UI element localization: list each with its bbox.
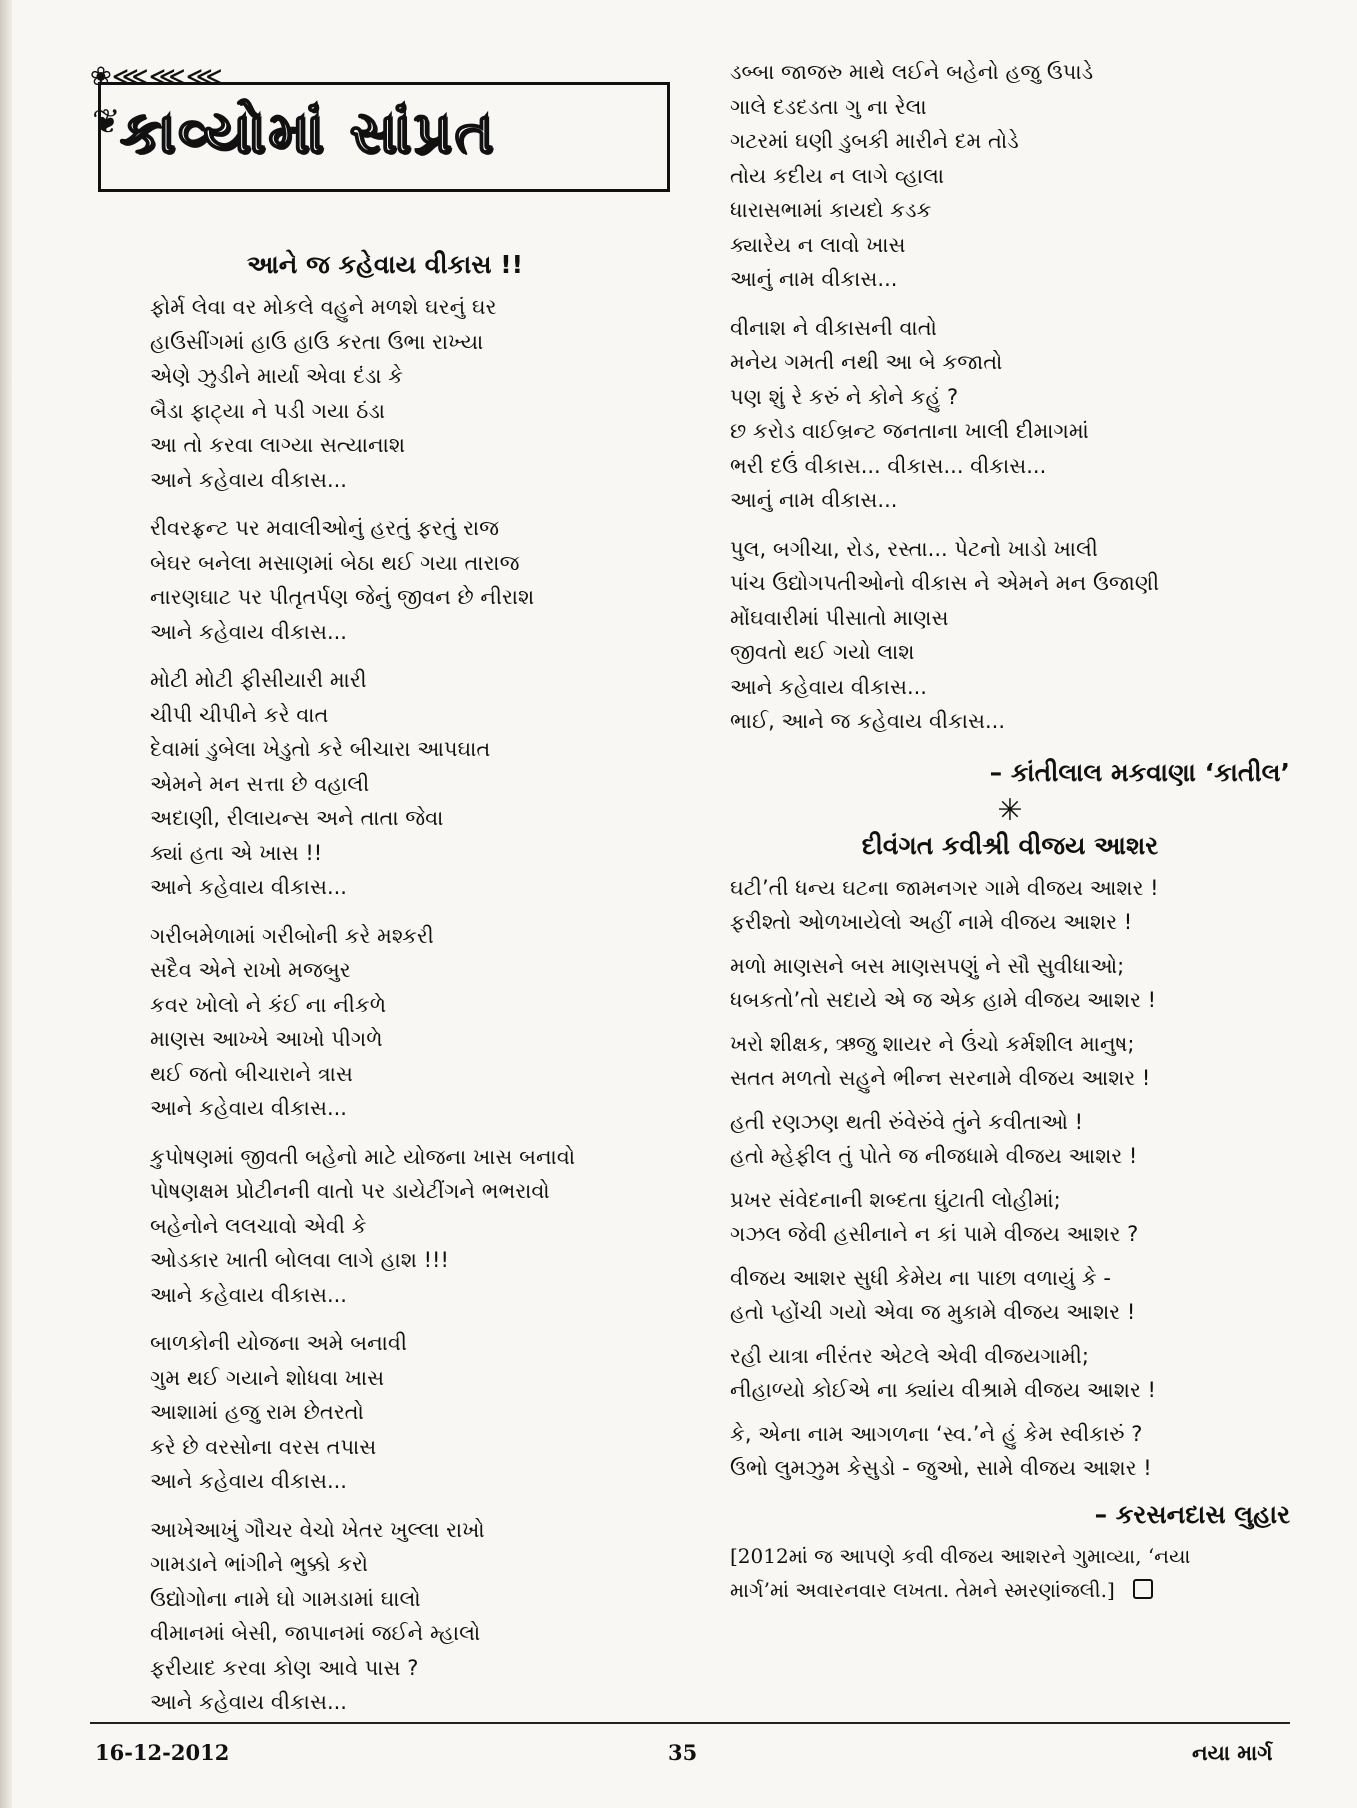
magazine-name: નયા માર્ગ (1192, 1740, 1273, 1765)
poet-name: – કાંતીલાલ મકવાણા ‘કાતીલ’ (989, 757, 1290, 787)
poem-line: મોટી મોટી ફીસીયારી મારી (150, 668, 367, 692)
poem-line: ગરીબમેળામાં ગરીબોની કરે મશ્કરી (150, 923, 434, 948)
poem-line: તોય કદીય ન લાગે વ્હાલા (730, 163, 944, 188)
poem-line: બાળકોની યોજના અમે બનાવી (150, 1331, 407, 1355)
couplet (730, 1339, 1290, 1407)
poem-line: ગાલે દડદડતા ગુ ના રેલા (730, 94, 927, 119)
poem-line: આનું નામ વીકાસ... (730, 488, 898, 512)
poem-line: ભાઈ, આને જ કહેવાય વીકાસ... (730, 709, 1006, 733)
poem-line: ફોર્મ લેવા વર મોકલે વહુને મળશે ઘરનું ઘર (150, 295, 497, 319)
poem-line: બૈડા ફાટ્યા ને પડી ગયા ઠંડા (150, 398, 385, 423)
poem-line: પોષણક્ષમ પ્રોટીનની વાતો પર ડાયેટીંગને ભભરાવો (150, 1179, 550, 1203)
couplet (730, 1417, 1290, 1485)
right-column (730, 55, 1290, 1607)
stanza (150, 511, 620, 649)
poem-line: મોંઘવારીમાં પીસાતો માણસ (730, 605, 949, 630)
poem-line: છ કરોડ વાઈબ્રન્ટ જનતાના ખાલી દીમાગમાં (730, 419, 1089, 443)
poem-line: કુપોષણમાં જીવતી બહેનો માટે યોજના ખાસ બનાવો (150, 1144, 576, 1169)
stanza (150, 1513, 620, 1720)
poem-line: ઘટી’તી ધન્ય ઘટના જામનગર ગામે વીજય આશર ! (730, 875, 1159, 900)
couplet (730, 1261, 1290, 1329)
note-line (730, 1573, 1290, 1607)
poem-line: વીમાનમાં બેસી, જાપાનમાં જઈને મ્હાલો (150, 1621, 481, 1645)
vine-icon: ❦ (92, 102, 121, 142)
poem-line: રહી યાત્રા નીરંતર એટલે એવી વીજયગામી; (730, 1343, 1089, 1368)
section-masthead (90, 62, 672, 202)
poem-line: બેઘર બનેલા મસાણમાં બેઠા થઈ ગયા તારાજ (150, 550, 520, 575)
poem-line: ઉભો લુમઝુમ કેસુડો - જુઓ, સામે વીજય આશર ! (730, 1455, 1152, 1480)
poem-line: મનેય ગમતી નથી આ બે કજાતો (730, 350, 1003, 374)
poem-line: આનું નામ વીકાસ... (730, 267, 898, 291)
couplet (730, 1183, 1290, 1251)
note-line: [2012માં જ આપણે કવી વીજય આશરને ગુમાવ્યા, ‘નયા (730, 1543, 1191, 1568)
poem-line: આને કહેવાય વીકાસ... (730, 674, 927, 699)
poem-line: ધબકતો’તો સદાયે એ જ એક હામે વીજય આશર ! (730, 987, 1157, 1012)
poem-line: ફરીયાદ કરવા કોણ આવે પાસ ? (150, 1655, 419, 1680)
stanza (730, 311, 1290, 518)
poem-line: ક્યારેય ન લાવો ખાસ (730, 232, 906, 257)
poem-line: ડબ્બા જાજરુ માથે લઈને બહેનો હજુ ઉપાડે (730, 60, 1094, 84)
stanza (730, 532, 1290, 739)
stanza (730, 55, 1290, 297)
flourish-icon: ❀⋘⋘⋘ (90, 62, 223, 92)
poem-line: હાઉસીંગમાં હાઉ હાઉ કરતા ઉભા રાખ્યા (150, 329, 484, 354)
left-column (150, 250, 620, 1734)
poem-line: આખેઆખું ગૌચર વેચો ખેતર ખુલ્લા રાખો (150, 1517, 485, 1542)
stanza (150, 919, 620, 1126)
poem-title: દીવંગત કવીશ્રી વીજય આશર (861, 830, 1159, 860)
poem-line: કરે છે વરસોના વરસ તપાસ (150, 1434, 377, 1459)
poem-line: વીનાશ ને વીકાસની વાતો (730, 315, 937, 340)
poem-line: ગામડાને ભાંગીને ભુક્કો કરો (150, 1552, 369, 1576)
poem-line: હતો પ્હોંચી ગયો એવા જ મુકામે વીજય આશર ! (730, 1299, 1136, 1324)
poem-line: ચીપી ચીપીને કરે વાત (150, 702, 329, 727)
poem-line: મળો માણસને બસ માણસપણું ને સૌ સુવીધાઓ; (730, 953, 1125, 978)
poem-line: સદૈવ એને રાખો મજબુર (150, 958, 351, 982)
poem-line: હતી રણઝણ થતી રુંવેરુંવે તુંને કવીતાઓ ! (730, 1109, 1084, 1134)
poem-line: આને કહેવાય વીકાસ... (150, 1282, 347, 1307)
poem-line: રીવરફ્રન્ટ પર મવાલીઓનું હરતું ફરતું રાજ (150, 516, 500, 540)
poem-title: આને જ કહેવાય વીકાસ !! (246, 250, 524, 279)
poem-line: આશામાં હજુ રામ છેતરતો (150, 1400, 364, 1424)
ghazal-body (730, 871, 1290, 1485)
note-text: માર્ગ’માં અવારનવાર લખતા. તેમને સ્મરણાંજલી.] (730, 1577, 1115, 1602)
couplet (730, 1105, 1290, 1173)
poem-line: ઉદ્યોગોના નામે ઘો ગામડામાં ઘાલો (150, 1586, 421, 1611)
poem-line: સતત મળતો સહુને ભીન્ન સરનામે વીજય આશર ! (730, 1065, 1151, 1090)
tribute-note (730, 1539, 1290, 1607)
section-title: કાવ્યોમાં સાંપ્રત (120, 98, 497, 166)
poem-line: જીવતો થઈ ગયો લાશ (730, 640, 915, 664)
poem-line: કવર ખોલો ને કંઈ ના નીકળે (150, 992, 387, 1017)
poem-line: એમને મન સત્તા છે વહાલી (150, 771, 370, 796)
couplet (730, 949, 1290, 1017)
poem-line: પ્રખર સંવેદનાની શબ્દતા ઘુંટાતી લોહીમાં; (730, 1187, 1061, 1212)
poem-line: આ તો કરવા લાગ્યા સત્યાનાશ (150, 433, 406, 457)
poem-line: કે, એના નામ આગળના ‘સ્વ.’ને હું કેમ સ્વીકારું ? (730, 1421, 1143, 1446)
poem-line: આને કહેવાય વીકાસ... (150, 875, 347, 899)
poem-line: દેવામાં ડુબેલા ખેડુતો કરે બીચારા આપઘાત (150, 737, 491, 761)
poem-line: ક્યાં હતા એ ખાસ !! (150, 840, 323, 865)
page-number: 35 (668, 1740, 698, 1765)
poem-line: બહેનોને લલચાવો એવી કે (150, 1213, 367, 1238)
poem-line: આને કહેવાય વીકાસ... (150, 467, 347, 492)
stanza (150, 1140, 620, 1313)
page-edge (0, 0, 12, 1808)
poem-line: ફરીશ્તો ઓળખાયેલો અહીં નામે વીજય આશર ! (730, 909, 1133, 934)
poem-line: હતો મ્હેફીલ તું પોતે જ નીજધામે વીજય આશર ! (730, 1143, 1138, 1168)
poem-line: ખરો શીક્ષક, ઋજુ શાયર ને ઉંચો કર્મશીલ માનુષ; (730, 1031, 1135, 1056)
poem-line: ગુમ થઈ ગયાને શોધવા ખાસ (150, 1365, 385, 1390)
footer-rule (90, 1722, 1290, 1724)
couplet (730, 1027, 1290, 1095)
poem-line: ઓડકાર ખાતી બોલવા લાગે હાશ !!! (150, 1248, 449, 1272)
poem-line: આને કહેવાય વીકાસ... (150, 1690, 347, 1714)
poem-line: આને કહેવાય વીકાસ... (150, 1096, 347, 1120)
stanza (150, 663, 620, 905)
stanza (150, 290, 620, 497)
poem-continuation (730, 55, 1290, 739)
couplet (730, 871, 1290, 939)
poem-line: માણસ આખ્ખે આખો પીગળે (150, 1027, 383, 1051)
poem-line: પણ શું રે કરું ને કોને કહું ? (730, 384, 959, 409)
poem-line: ભરી દઉં વીકાસ... વીકાસ... વીકાસ... (730, 453, 1047, 478)
poem-line: વીજય આશર સુધી કેમેય ના પાછા વળાયું કે - (730, 1265, 1111, 1290)
poem-line: નારણઘાટ પર પીતૃતર્પણ જેનું જીવન છે નીરાશ (150, 585, 535, 609)
poet-name: – કરસનદાસ લુહાર (1094, 1499, 1290, 1529)
poem-line: ગટરમાં ઘણી ડુબકી મારીને દમ તોડે (730, 129, 1019, 153)
poem-body (150, 290, 620, 1720)
poem-line: આને કહેવાય વીકાસ... (150, 619, 347, 644)
stanza (150, 1326, 620, 1499)
end-mark-icon (1133, 1579, 1153, 1599)
asterisk-separator-icon: ✳ (997, 792, 1023, 828)
footer-date: 16-12-2012 (95, 1740, 230, 1765)
poem-line: નીહાળ્યો કોઈએ ના ક્યાંય વીશ્રામે વીજય આશર ! (730, 1377, 1156, 1402)
poem-line: પુલ, બગીચા, રોડ, રસ્તા... પેટનો ખાડો ખાલી (730, 536, 1098, 561)
poem-line: ધારાસભામાં કાયદો કડક (730, 198, 932, 222)
poem-line: એણે ઝુડીને માર્યા એવા દંડા કે (150, 364, 403, 388)
poem-line: અદાણી, રીલાયન્સ અને તાતા જેવા (150, 806, 444, 830)
poem-line: આને કહેવાય વીકાસ... (150, 1469, 347, 1493)
poem-line: ગઝલ જેવી હસીનાને ન કાં પામે વીજય આશર ? (730, 1221, 1139, 1246)
poem-line: થઈ જતો બીચારાને ત્રાસ (150, 1061, 353, 1086)
poem-line: પાંચ ઉદ્યોગપતીઓનો વીકાસ ને એમને મન ઉજાણી (730, 571, 1160, 595)
